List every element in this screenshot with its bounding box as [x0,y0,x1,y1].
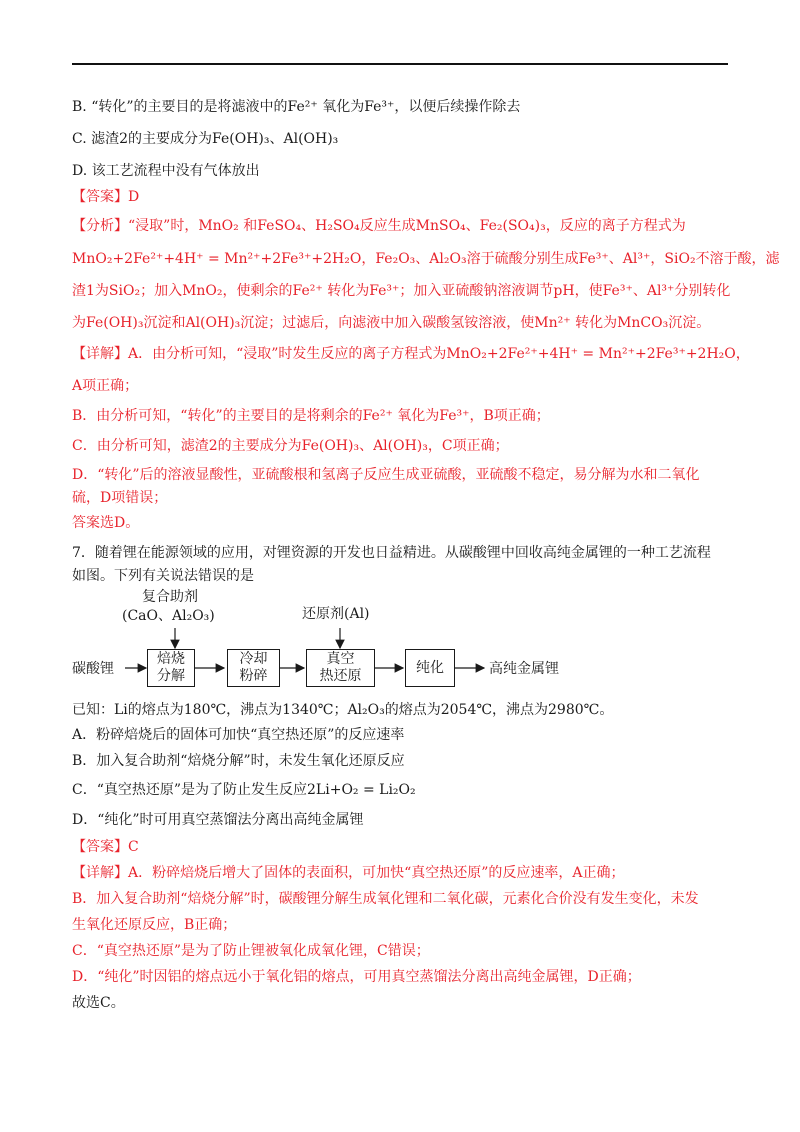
header-rule [72,63,728,65]
q6-analysis-line: 【分析】“浸取”时，MnO₂ 和FeSO₄、H₂SO₄反应生成MnSO₄、Fe₂(SO₄)₃，反应的离子方程式为 [72,218,686,234]
step-text: 真空 [326,651,355,667]
q7-detail-line: B．加入复合助剂“焙烧分解”时，碳酸锂分解生成氧化锂和二氧化碳，元素化合价没有发生变化，未发 [72,891,699,907]
step-vacuum-reduction [306,649,375,687]
q7-detail-line: D．“纯化”时因铝的熔点远小于氧化铝的熔点，可用真空蒸馏法分离出高纯金属锂，D正确； [72,969,641,985]
q7-final-answer: 故选C。 [72,995,125,1011]
q6-option-c: C. 滤渣2的主要成分为Fe(OH)₃、Al(OH)₃ [72,131,339,147]
q6-analysis-line: 为Fe(OH)₃沉淀和Al(OH)₃沉淀；过滤后，向滤液中加入碳酸氢铵溶液，使Mn²⁺ 转化为MnCO₃沉淀。 [72,315,711,331]
aid-formula: (CaO、Al₂O₃) [122,608,215,624]
q6-option-b: B. “转化”的主要目的是将滤液中的Fe²⁺ 氧化为Fe³⁺，以便后续操作除去 [72,99,521,115]
q7-detail-line: 生氧化还原反应，B正确； [72,917,237,933]
q6-detail-line: A项正确； [72,378,139,394]
aid-label: 复合助剂 [142,589,198,605]
q6-answer: 【答案】D [72,189,140,205]
q6-option-d: D. 该工艺流程中没有气体放出 [72,163,260,179]
q7-known-data: 已知：Li的熔点为180℃，沸点为1340℃；Al₂O₃的熔点为2054℃，沸点为2980℃。 [72,702,614,718]
q7-option-b: B．加入复合助剂“焙烧分解”时，未发生氧化还原反应 [72,753,405,769]
q7-detail-line: C．“真空热还原”是为了防止锂被氧化成氧化锂，C错误； [72,943,430,959]
q6-detail-line: D．“转化”后的溶液显酸性，亚硫酸根和氢离子反应生成亚硫酸，亚硫酸不稳定，易分解为水和二氧化 [72,467,700,483]
process-flow-diagram [72,588,632,696]
q6-detail-line: 【详解】A．由分析可知，“浸取”时发生反应的离子方程式为MnO₂+2Fe²⁺+4H⁺ = Mn²⁺+2Fe³⁺+2H₂O， [72,346,750,362]
q7-option-c: C．“真空热还原”是为了防止发生反应2Li+O₂ = Li₂O₂ [72,782,416,798]
step-text: 粉碎 [239,668,268,684]
step-text: 焙烧 [157,651,185,667]
step-text: 冷却 [239,651,268,667]
input-label: 碳酸锂 [72,661,114,677]
q6-detail-line: C．由分析可知，滤渣2的主要成分为Fe(OH)₃、Al(OH)₃，C项正确； [72,438,509,454]
q7-stem-line: 7．随着锂在能源领域的应用，对锂资源的开发也日益精进。从碳酸锂中回收高纯金属锂的一种工艺流程 [72,545,711,561]
step-text: 热还原 [319,668,362,684]
q6-analysis-line: MnO₂+2Fe²⁺+4H⁺ = Mn²⁺+2Fe³⁺+2H₂O，Fe₂O₃、Al₂O₃溶于硫酸分别生成Fe³⁺、Al³⁺，SiO₂不溶于酸，滤 [72,251,780,267]
q6-detail-line: B．由分析可知，“转化”的主要目的是将剩余的Fe²⁺ 氧化为Fe³⁺，B项正确； [72,408,550,424]
step-roast-decompose [147,649,195,687]
q7-option-a: A．粉碎焙烧后的固体可加快“真空热还原”的反应速率 [72,727,405,743]
q7-stem-line: 如图。下列有关说法错误的是 [72,568,254,584]
reductant-label: 还原剂(Al) [302,606,370,622]
step-cool-crush [227,649,280,687]
q6-final-answer: 答案选D。 [72,515,140,531]
q7-answer: 【答案】C [72,839,139,855]
q7-detail-line: 【详解】A．粉碎焙烧后增大了固体的表面积，可加快“真空热还原”的反应速率，A正确； [72,865,625,881]
step-text: 纯化 [416,659,444,676]
q7-option-d: D．“纯化”时可用真空蒸馏法分离出高纯金属锂 [72,812,364,828]
q6-detail-line: 硫，D项错误； [72,490,168,506]
step-text: 分解 [157,668,185,684]
output-label: 高纯金属锂 [489,661,559,677]
q6-analysis-line: 渣1为SiO₂；加入MnO₂，使剩余的Fe²⁺ 转化为Fe³⁺；加入亚硫酸钠溶液调节pH，使Fe³⁺、Al³⁺分别转化 [72,283,731,299]
step-purify [405,649,455,687]
